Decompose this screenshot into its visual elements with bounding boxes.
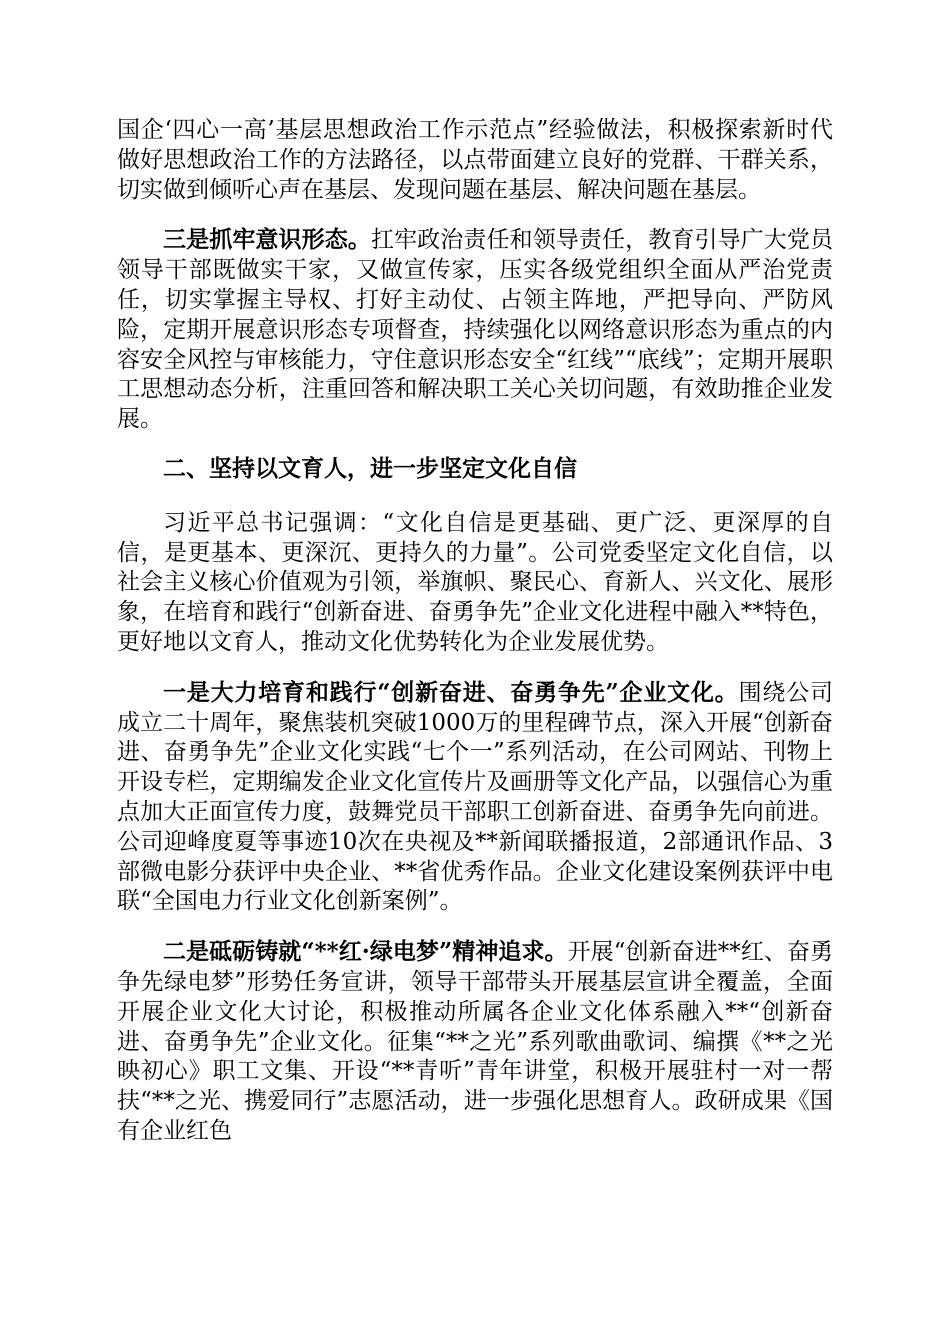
paragraph-continuation (117, 116, 833, 205)
paragraph-lead: 一是大力培育和践行“创新奋进、奋勇争先”企业文化。 (163, 678, 739, 706)
paragraph-text: 习近平总书记强调：“文化自信是更基础、更广泛、更深厚的自信，是更基本、更深沉、更持久的力量”。公司党委坚定文化自信，以社会主义核心价值观为引领，举旗帜、聚民心、育新人、兴文化、展形象，在培育和践行“创新奋进、奋勇争先”企业文化进程中融入**特色，更好地以文育人，推动文化优势转化为企业发展优势。 (117, 509, 833, 655)
paragraph-culture-intro (117, 509, 833, 658)
paragraph-corporate-culture (117, 678, 833, 917)
paragraph-spirit (117, 937, 833, 1147)
paragraph-ideology (117, 225, 833, 435)
section-heading: 二、坚持以文育人，进一步坚定文化自信 (163, 455, 577, 482)
paragraph-text: 围绕公司成立二十周年，聚焦装机突破1000万的里程碑节点，深入开展“创新奋进、奋勇争先”企业文化实践“七个一”系列活动，在公司网站、刊物上开设专栏，定期编发企业文化宣传片及画册等文化产品，以强信心为重点加大正面宣传力度，鼓舞党员干部职工创新奋进、奋勇争先向前进。公司迎峰度夏等事迹10次在央视及**新闻联播报道，2部通讯作品、3部微电影分获评中央企业、**省优秀作品。企业文化建设案例获评中电联“全国电力行业文化创新案例”。 (117, 679, 833, 915)
document-page (117, 116, 833, 1167)
paragraph-text: 国企‘四心一高’基层思想政治工作示范点”经验做法，积极探索新时代做好思想政治工作的方法路径，以点带面建立良好的党群、干群关系，切实做到倾听心声在基层、发现问题在基层、解决问题在基层。 (117, 117, 833, 203)
paragraph-text: 扛牢政治责任和领导责任，教育引导广大党员领导干部既做实干家，又做宣传家，压实各级党组织全面从严治党责任，切实掌握主导权、打好主动仗、占领主阵地，严把导向、严防风险，定期开展意识形态专项督查，持续强化以网络意识形态为重点的内容安全风控与审核能力，守住意识形态安全“红线”“底线”；定期开展职工思想动态分析，注重回答和解决职工关心关切问题，有效助推企业发展。 (117, 227, 834, 433)
paragraph-lead: 三是抓牢意识形态。 (163, 226, 371, 254)
paragraph-lead: 二是砥砺铸就“**红·绿电梦”精神追求。 (163, 938, 568, 966)
paragraph-text: 开展“创新奋进**红、奋勇争先绿电梦”形势任务宣讲，领导干部带头开展基层宣讲全覆盖，全面开展企业文化大讨论，积极推动所属各企业文化体系融入**“创新奋进、奋勇争先”企业文化。征集“**之光”系列歌曲歌词、编撰《**之光映初心》职工文集、开设“**青听”青年讲堂，积极开展驻村一对一帮扶“**之光、携爱同行”志愿活动，进一步强化思想育人。政研成果《国有企业红色 (117, 939, 833, 1144)
